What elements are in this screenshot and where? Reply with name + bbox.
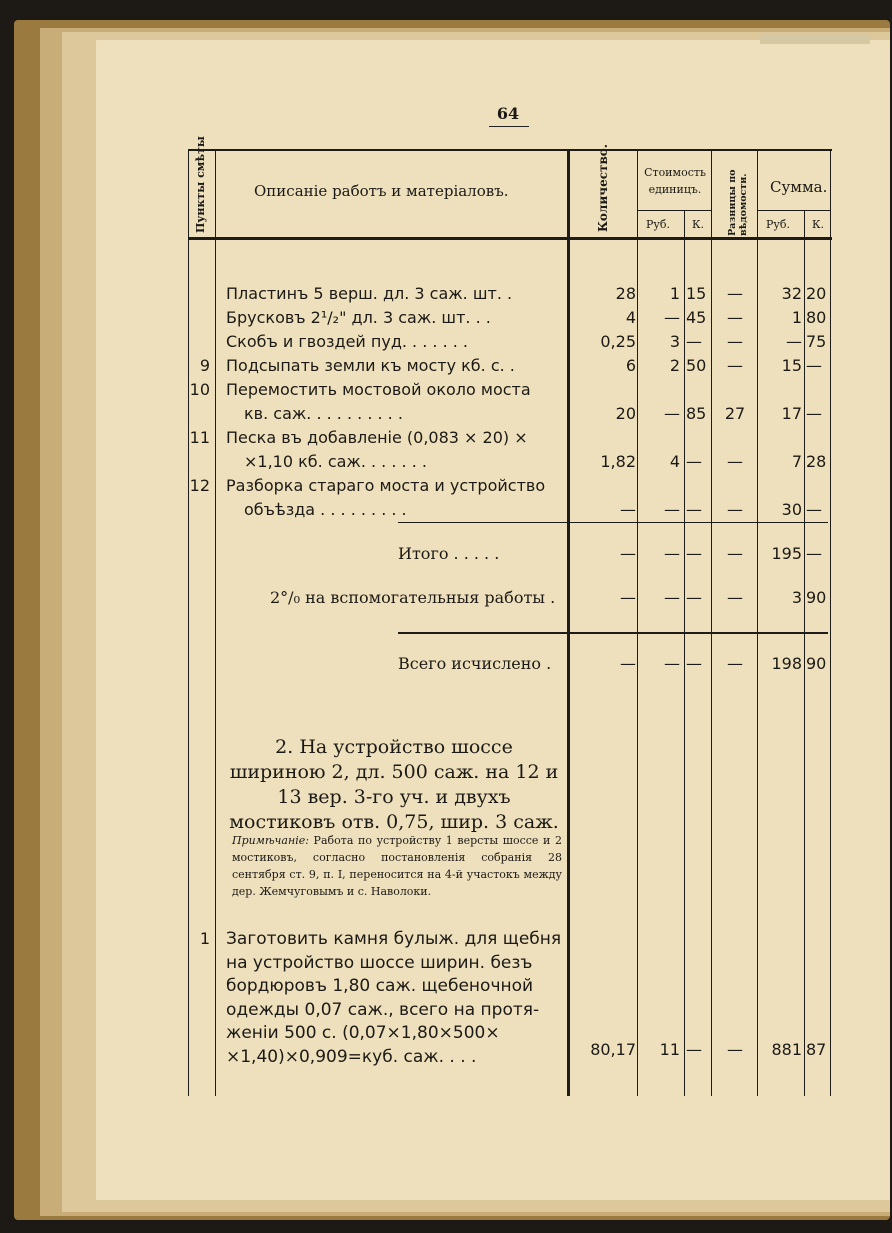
cell-rub: — bbox=[664, 500, 680, 519]
total-kop: — bbox=[686, 588, 702, 607]
cell-sr: — bbox=[786, 332, 802, 351]
cell-desc: Подсыпать земли къ мосту кб. с. . bbox=[226, 356, 515, 375]
cell-diff: 27 bbox=[724, 404, 746, 423]
cell-sk: 20 bbox=[806, 284, 827, 303]
total-sk: — bbox=[806, 544, 822, 563]
cell-sr: 17 bbox=[781, 404, 802, 423]
cell-desc: Пластинъ 5 верш. дл. 3 саж. шт. . bbox=[226, 284, 513, 303]
cell-num: 10 bbox=[189, 380, 210, 399]
total-sr: 195 bbox=[771, 544, 802, 563]
cell-sr: 30 bbox=[781, 500, 802, 519]
total-diff: — bbox=[727, 654, 743, 673]
cell-num: 12 bbox=[189, 476, 210, 495]
entry-line: бордюровъ 1,80 саж. щебеночной bbox=[226, 976, 534, 996]
cell-num: 9 bbox=[199, 356, 210, 375]
cell-kop: 15 bbox=[686, 284, 707, 303]
cell-sk: — bbox=[806, 404, 822, 423]
header-sum: Сумма. bbox=[770, 178, 828, 196]
cell-desc: Песка въ добавленіе (0,083 × 20) × bbox=[226, 428, 528, 447]
cell-sk: — bbox=[806, 500, 822, 519]
total-label: 2°/₀ на вспомогательныя работы . bbox=[270, 588, 556, 607]
total-sk: 90 bbox=[806, 654, 827, 673]
total-qty: — bbox=[620, 654, 636, 673]
cell-diff: — bbox=[727, 356, 743, 375]
cell-diff: — bbox=[727, 308, 743, 327]
header-unit-kop: К. bbox=[692, 218, 705, 231]
total-diff: — bbox=[727, 544, 743, 563]
entry-unit-rub: 11 bbox=[659, 1040, 680, 1059]
cell-sr: 15 bbox=[781, 356, 802, 375]
total-label: Итого . . . . . bbox=[398, 544, 500, 563]
cell-desc: ×1,10 кб. саж. . . . . . . bbox=[244, 452, 427, 471]
entry-difference: — bbox=[727, 1040, 743, 1059]
cell-sk: 80 bbox=[806, 308, 827, 327]
entry-line: Заготовить камня булыж. для щебня bbox=[226, 929, 562, 949]
section-note bbox=[232, 832, 562, 900]
cell-sk: 28 bbox=[806, 452, 827, 471]
header-unit-cost: Стоимость единицъ. bbox=[644, 166, 706, 196]
cell-rub: — bbox=[664, 308, 680, 327]
header-sum-rub: Руб. bbox=[766, 218, 790, 231]
total-row bbox=[0, 654, 892, 682]
totals-top-rule bbox=[398, 522, 828, 523]
totals-double-rule bbox=[398, 632, 828, 634]
cell-kop: 50 bbox=[686, 356, 707, 375]
cell-desc: Скобъ и гвоздей пуд. . . . . . . bbox=[226, 332, 468, 351]
total-rub: — bbox=[664, 654, 680, 673]
entry-line: ×1,40)×0,909=куб. саж. . . . bbox=[226, 1046, 477, 1067]
cell-diff: — bbox=[727, 500, 743, 519]
header-sum-kop: К. bbox=[812, 218, 825, 231]
page-number-underline bbox=[489, 126, 529, 127]
cell-kop: — bbox=[686, 452, 702, 471]
entry-sum-rub: 881 bbox=[771, 1040, 802, 1059]
cell-qty: 6 bbox=[625, 356, 636, 375]
entry-number: 1 bbox=[199, 929, 210, 948]
cell-qty: 28 bbox=[615, 284, 636, 303]
page-tab-marker bbox=[760, 34, 870, 44]
cell-rub: 3 bbox=[669, 332, 680, 351]
sum-subrule bbox=[758, 210, 830, 211]
total-row bbox=[0, 544, 892, 572]
note-text: Работа по устройству 1 версты шоссе и 2 мостиковъ, согласно постановленія собранія 28 сентября ст. 9, п. I, переносится на 4-й участокъ между дер. Жемчуговымъ и с. Наволоки. bbox=[232, 834, 562, 898]
note-label: Примѣчаніе: bbox=[232, 834, 309, 847]
cell-num: 11 bbox=[189, 428, 210, 447]
cell-rub: 2 bbox=[669, 356, 680, 375]
total-sr: 198 bbox=[771, 654, 802, 673]
cell-qty: — bbox=[620, 500, 636, 519]
header-item-col: Пункты смѣты bbox=[194, 136, 207, 233]
cell-sk: 75 bbox=[806, 332, 827, 351]
entry-line: одежды 0,07 саж., всего на протя- bbox=[226, 999, 540, 1020]
cell-sr: 7 bbox=[791, 452, 802, 471]
cell-desc: Брусковъ 2¹/₂" дл. 3 саж. шт. . . bbox=[226, 308, 491, 327]
cell-rub: 4 bbox=[669, 452, 680, 471]
cell-rub: 1 bbox=[669, 284, 680, 303]
total-qty: — bbox=[620, 544, 636, 563]
section-heading: 2. На устройство шоссе шириною 2, дл. 500 саж. на 12 и 13 вер. 3-го уч. и двухъ мостиковъ отв. 0,75, шир. 3 саж. bbox=[229, 736, 559, 833]
header-difference: Разницы по вѣдомости. bbox=[727, 169, 749, 236]
header-bottom-rule bbox=[188, 237, 832, 240]
page-number: 64 bbox=[496, 104, 520, 123]
unit-cost-subrule bbox=[637, 210, 711, 211]
cell-qty: 4 bbox=[625, 308, 636, 327]
cell-diff: — bbox=[727, 284, 743, 303]
cell-kop: 85 bbox=[686, 404, 707, 423]
header-unit-rub: Руб. bbox=[646, 218, 670, 231]
cell-desc: Разборка стараго моста и устройство bbox=[226, 476, 546, 495]
total-kop: — bbox=[686, 544, 702, 563]
total-kop: — bbox=[686, 654, 702, 673]
cell-rub: — bbox=[664, 404, 680, 423]
cell-sk: — bbox=[806, 356, 822, 375]
total-row bbox=[0, 588, 892, 616]
cell-qty: 1,82 bbox=[600, 452, 636, 471]
entry-quantity: 80,17 bbox=[590, 1040, 636, 1059]
cell-diff: — bbox=[727, 332, 743, 351]
table-row bbox=[0, 500, 892, 528]
header-description: Описаніе работъ и матеріаловъ. bbox=[254, 182, 509, 200]
table-top-rule bbox=[188, 149, 832, 151]
total-diff: — bbox=[727, 588, 743, 607]
entry-values-row bbox=[0, 1040, 892, 1068]
entry-line: на устройство шоссе ширин. безъ bbox=[226, 952, 533, 973]
total-qty: — bbox=[620, 588, 636, 607]
cell-diff: — bbox=[727, 452, 743, 471]
cell-qty: 20 bbox=[615, 404, 636, 423]
cell-desc: объѣзда . . . . . . . . . bbox=[244, 500, 407, 519]
cell-sr: 1 bbox=[791, 308, 802, 327]
total-sr: 3 bbox=[791, 588, 802, 607]
cell-kop: — bbox=[686, 500, 702, 519]
total-sk: 90 bbox=[806, 588, 827, 607]
total-rub: — bbox=[664, 544, 680, 563]
cell-kop: — bbox=[686, 332, 702, 351]
cell-sr: 32 bbox=[781, 284, 802, 303]
header-quantity: Количество. bbox=[596, 144, 610, 232]
total-label: Всего исчислено . bbox=[398, 654, 552, 673]
cell-desc: Перемостить мостовой около моста bbox=[226, 380, 531, 399]
cell-qty: 0,25 bbox=[600, 332, 636, 351]
cell-desc: кв. саж. . . . . . . . . . bbox=[244, 404, 403, 423]
cell-kop: 45 bbox=[686, 308, 707, 327]
entry-line: женіи 500 с. (0,07×1,80×500× bbox=[226, 1023, 500, 1043]
total-rub: — bbox=[664, 588, 680, 607]
entry-sum-kop: 87 bbox=[806, 1040, 827, 1059]
entry-unit-kop: — bbox=[686, 1040, 702, 1059]
